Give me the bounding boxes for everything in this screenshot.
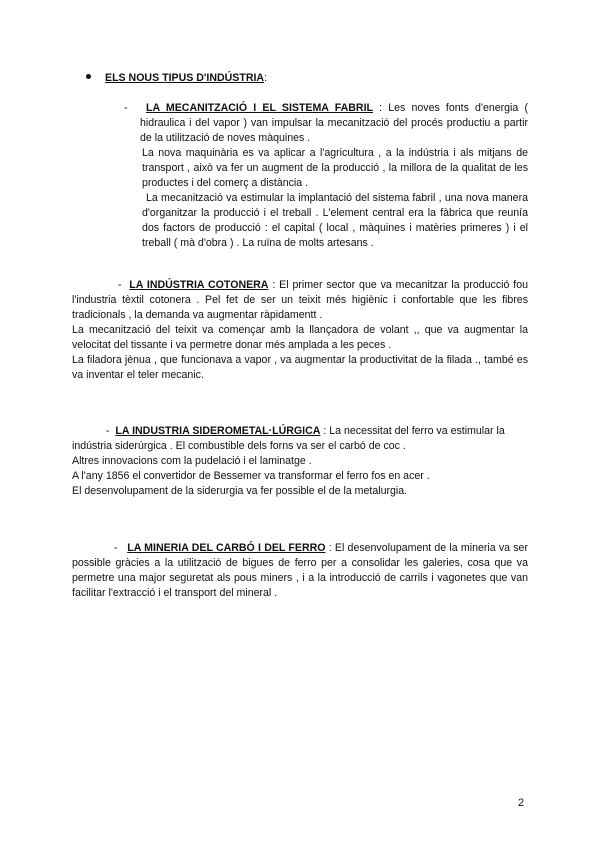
section-dash: - — [114, 542, 118, 554]
section-paragraph — [72, 541, 528, 601]
section-dash: - — [118, 279, 122, 291]
section-dash: - — [124, 102, 128, 114]
section-mecanitzacio — [126, 101, 528, 251]
section-dash: - — [106, 425, 110, 437]
section-paragraph: Altres innovacions com la pudelació i el laminatge . — [72, 455, 312, 467]
section-paragraph: La mecanització del teixit va començar amb la llançadora de volant ,, que va augmentar la velocitat del tissante i va permetre donar més amplada a les peces . — [72, 324, 528, 351]
section-paragraph — [124, 101, 528, 146]
section-title: LA INDÚSTRIA COTONERA — [129, 279, 269, 291]
bullet-icon — [86, 74, 91, 79]
section-industria-cotonera — [72, 278, 528, 383]
page-number: 2 — [518, 797, 525, 809]
section-paragraph: La nova maquinària es va aplicar a l'agricultura , a la indústria i als mitjans de transport , això va fer un augment de la producció , la millora de la qualitat de les productes i del comerç a distància . — [142, 147, 528, 189]
section-text: : La necessitat del ferro va estimular la indústria siderúrgica . El combustible dels forns va ser el carbó de coc . — [72, 425, 505, 452]
section-paragraph: La mecanització va estimular la implantació del sistema fabril , una nova manera d'organitzar la producció i el treball . L'element central era la fàbrica que reunía dos factors de producció : el capital ( local , màquines i matèries primeres ) i el treball ( mà d'obra ) . La ruïna de molts artesans . — [142, 192, 528, 249]
section-text: : El primer sector que va mecanitzar la producció fou l'industria tèxtil cotonera . Pel fet de ser un teixit més higiènic i confortable que les fibres tradicionals , la demanda va augmentar ràpidamentt . — [72, 279, 528, 321]
section-text: : Les noves fonts d'energia ( hidraulica i del vapor ) van impulsar la mecanització del procés productiu a partir de la utilització de noves màquines . — [140, 102, 528, 144]
section-title: LA MECANITZACIÓ I EL SISTEMA FABRIL — [146, 102, 373, 114]
section-siderometallurgica — [72, 424, 528, 499]
main-heading-colon: : — [264, 72, 268, 84]
section-paragraph: La filadora jènua , que funcionava a vapor , va augmentar la productivitat de la filada ., també es va inventar el teler mecanic. — [72, 354, 528, 381]
main-heading-text: ELS NOUS TIPUS D'INDÚSTRIA — [105, 72, 265, 84]
main-heading — [86, 71, 386, 86]
section-text: : El desenvolupament de la mineria va ser possible gràcies a la utilització de bigues de ferro per a consolidar les galeries, cosa que va permetre una major seguretat als pous miners , i a la introducció de carrils i vagonetes que van facilitar l'extracció i el transport del mineral . — [72, 542, 528, 599]
section-paragraph — [72, 278, 528, 323]
section-title: LA MINERIA DEL CARBÓ I DEL FERRO — [127, 542, 326, 554]
section-title: LA INDUSTRIA SIDEROMETAL·LÚRGICA — [115, 425, 321, 437]
section-paragraph: A l'any 1856 el convertidor de Bessemer va transformar el ferro fos en acer . — [72, 470, 430, 482]
section-paragraph — [72, 424, 528, 454]
section-mineria — [72, 541, 528, 601]
section-paragraph: El desenvolupament de la siderurgia va fer possible el de la metalurgia. — [72, 485, 408, 497]
